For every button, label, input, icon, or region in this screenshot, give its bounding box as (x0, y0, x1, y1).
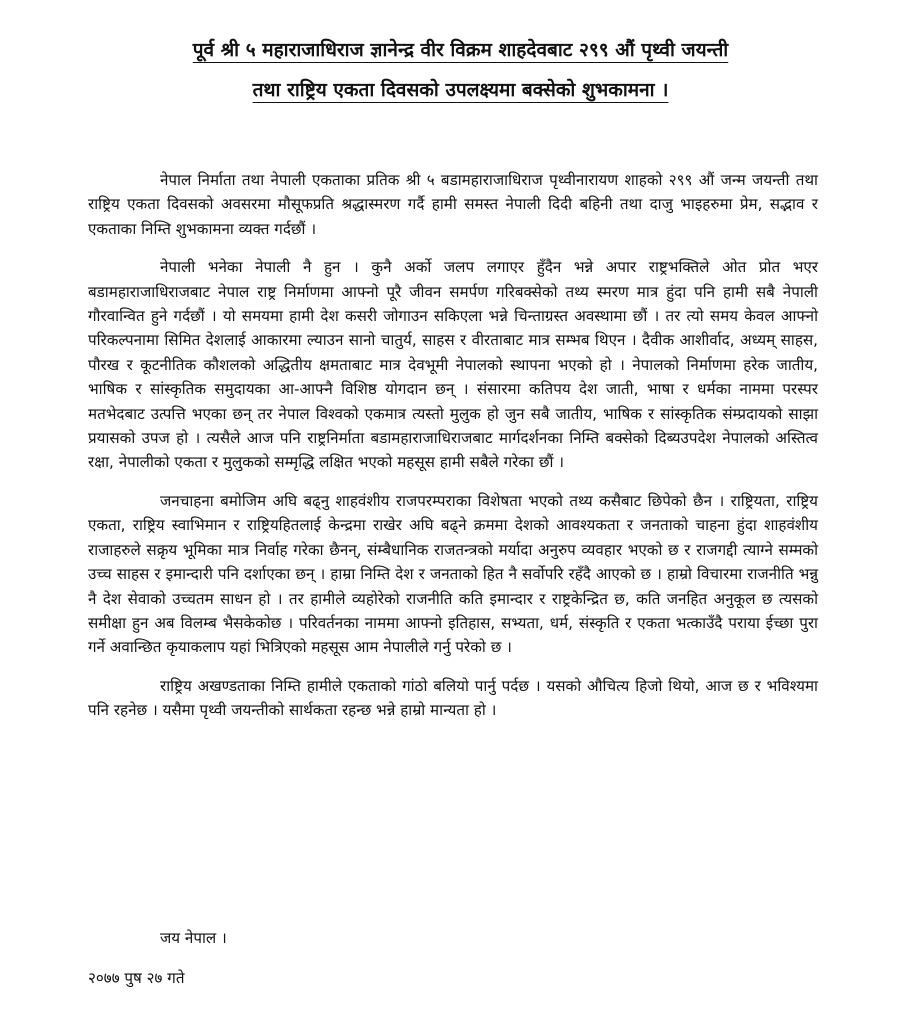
title-line-1: पूर्व श्री ५ महाराजाधिराज ज्ञानेन्द्र वीर विक्रम शाहदेवबाट २९९ औं पृथ्वी जयन्ती (192, 39, 729, 61)
paragraph-2: नेपाली भनेका नेपाली नै हुन । कुनै अर्को जलप लगाएर हुँदैन भन्ने अपार राष्ट्रभक्तिले ओत प्रोत भएर बडामहाराजाधिराजबाट नेपाल राष्ट्र निर्माणमा आफ्नो पूरै जीवन समर्पण गरिबक्सेको तथ्य स्मरण मात्र हुंदा पनि हामी सबै नेपाली गौरवान्वित हुने गर्दछौं । यो समयमा हामी देश कसरी जोगाउन सकिएला भन्ने चिन्ताग्रस्त अवस्थामा छौं । तर त्यो समय केवल आफ्नो परिकल्पनामा सिमित देशलाई आकारमा ल्याउन सानो चातुर्य, साहस र वीरताबाट मात्र सम्भब थिएन । दैवीक आशीर्वाद, अध्यम् साहस, पौरख र कूटनीतिक कौशलको अद्धितीय क्षमताबाट मात्र देवभूमी नेपालको स्थापना भएको हो । नेपालको निर्माणमा हरेक जातीय, भाषिक र सांस्कृतिक समुदायका आ-आफ्नै विशिष्ठ योगदान छन् । संसारमा कतिपय देश जाती, भाषा र धर्मका नाममा परस्पर मतभेदबाट उत्पत्ति भएका छन् तर नेपाल विश्वको एकमात्र त्यस्तो मुलुक हो जुन सबै जातीय, भाषिक र सांस्कृतिक संम्प्रदायको साझा प्रयासको उपज हो । त्यसैले आज पनि राष्ट्रनिर्माता बडामहाराजाधिराजबाट मार्गदर्शनका निम्ति बक्सेको दिब्यउपदेश नेपालको अस्तित्व रक्षा, नेपालीको एकता र मुलुकको सम्मृद्धि लक्षित भएको महसूस हामी सबैले गरेका छौं । (88, 258, 818, 472)
document-date: २०७७ पुष २७ गते (88, 969, 185, 987)
closing-salutation: जय नेपाल । (160, 929, 227, 947)
paragraph-1: नेपाल निर्माता तथा नेपाली एकताका प्रतिक श्री ५ बडामहाराजाधिराज पृथ्वीनारायण शाहको २९९ औं जन्म जयन्ती तथा राष्ट्रिय एकता दिवसको अवसरमा मौसूफप्रति श्रद्धास्मरण गर्दै हामी समस्त नेपाली दिदी बहिनी तथा दाजु भाइहरुमा प्रेम, सद्भाव र एकताका निम्ति शुभकामना व्यक्त गर्दछौं । (88, 171, 818, 238)
paragraph-4: राष्ट्रिय अखण्डताका निम्ति हामीले एकताको गांठो बलियो पार्नु पर्दछ । यसको औचित्य हिजो थियो, आज छ र भविश्यमा पनि रहनेछ । यसैमा पृथ्वी जयन्तीको सार्थकता रहन्छ भन्ने हाम्रो मान्यता हो । (88, 676, 818, 720)
title-line-2: तथा राष्ट्रिय एकता दिवसको उपलक्ष्यमा बक्सेको शुभकामना । (252, 79, 669, 101)
document-title (40, 30, 881, 110)
paragraph-3: जनचाहना बमोजिम अघि बढ्नु शाहवंशीय राजपरम्पराका विशेषता भएको तथ्य कसैबाट छिपेको छैन । राष्ट्रियता, राष्ट्रिय एकता, राष्ट्रिय स्वाभिमान र राष्ट्रियहितलाई केन्द्रमा राखेर अघि बढ्ने क्रममा देशको आवश्यकता र जनताको चाहना हुंदा शाहवंशीय राजाहरुले सक्रृय भूमिका मात्र निर्वाह गरेका छैनन्, संम्बैधानिक राजतन्त्रको मर्यादा अनुरुप व्यवहार भएको छ र राजगद्दी त्याग्ने सम्मको उच्च साहस र इमान्दारी पनि दर्शाएका छन् । हाम्रा निम्ति देश र जनताको हित नै सर्वोपरि रहँदै आएको छ । हाम्रो विचारमा राजनीति भन्नु नै देश सेवाको उच्चतम साधन हो । तर हामीले व्यहोरेको राजनीति कति इमान्दार र राष्ट्रकेन्द्रित छ, कति जनहित अनुकूल छ त्यसको समीक्षा हुन अब विलम्ब भैसकेकोछ । परिवर्तनका नाममा आफ्नो इतिहास, सभ्यता, धर्म, संस्कृति र एकता भत्काउँदै पराया ईच्छा पुरा गर्ने अवान्छित कृयाकलाप यहां भित्रिएको महसूस आम नेपालीले गर्नु परेको छ । (88, 491, 818, 657)
document-body (88, 168, 818, 737)
